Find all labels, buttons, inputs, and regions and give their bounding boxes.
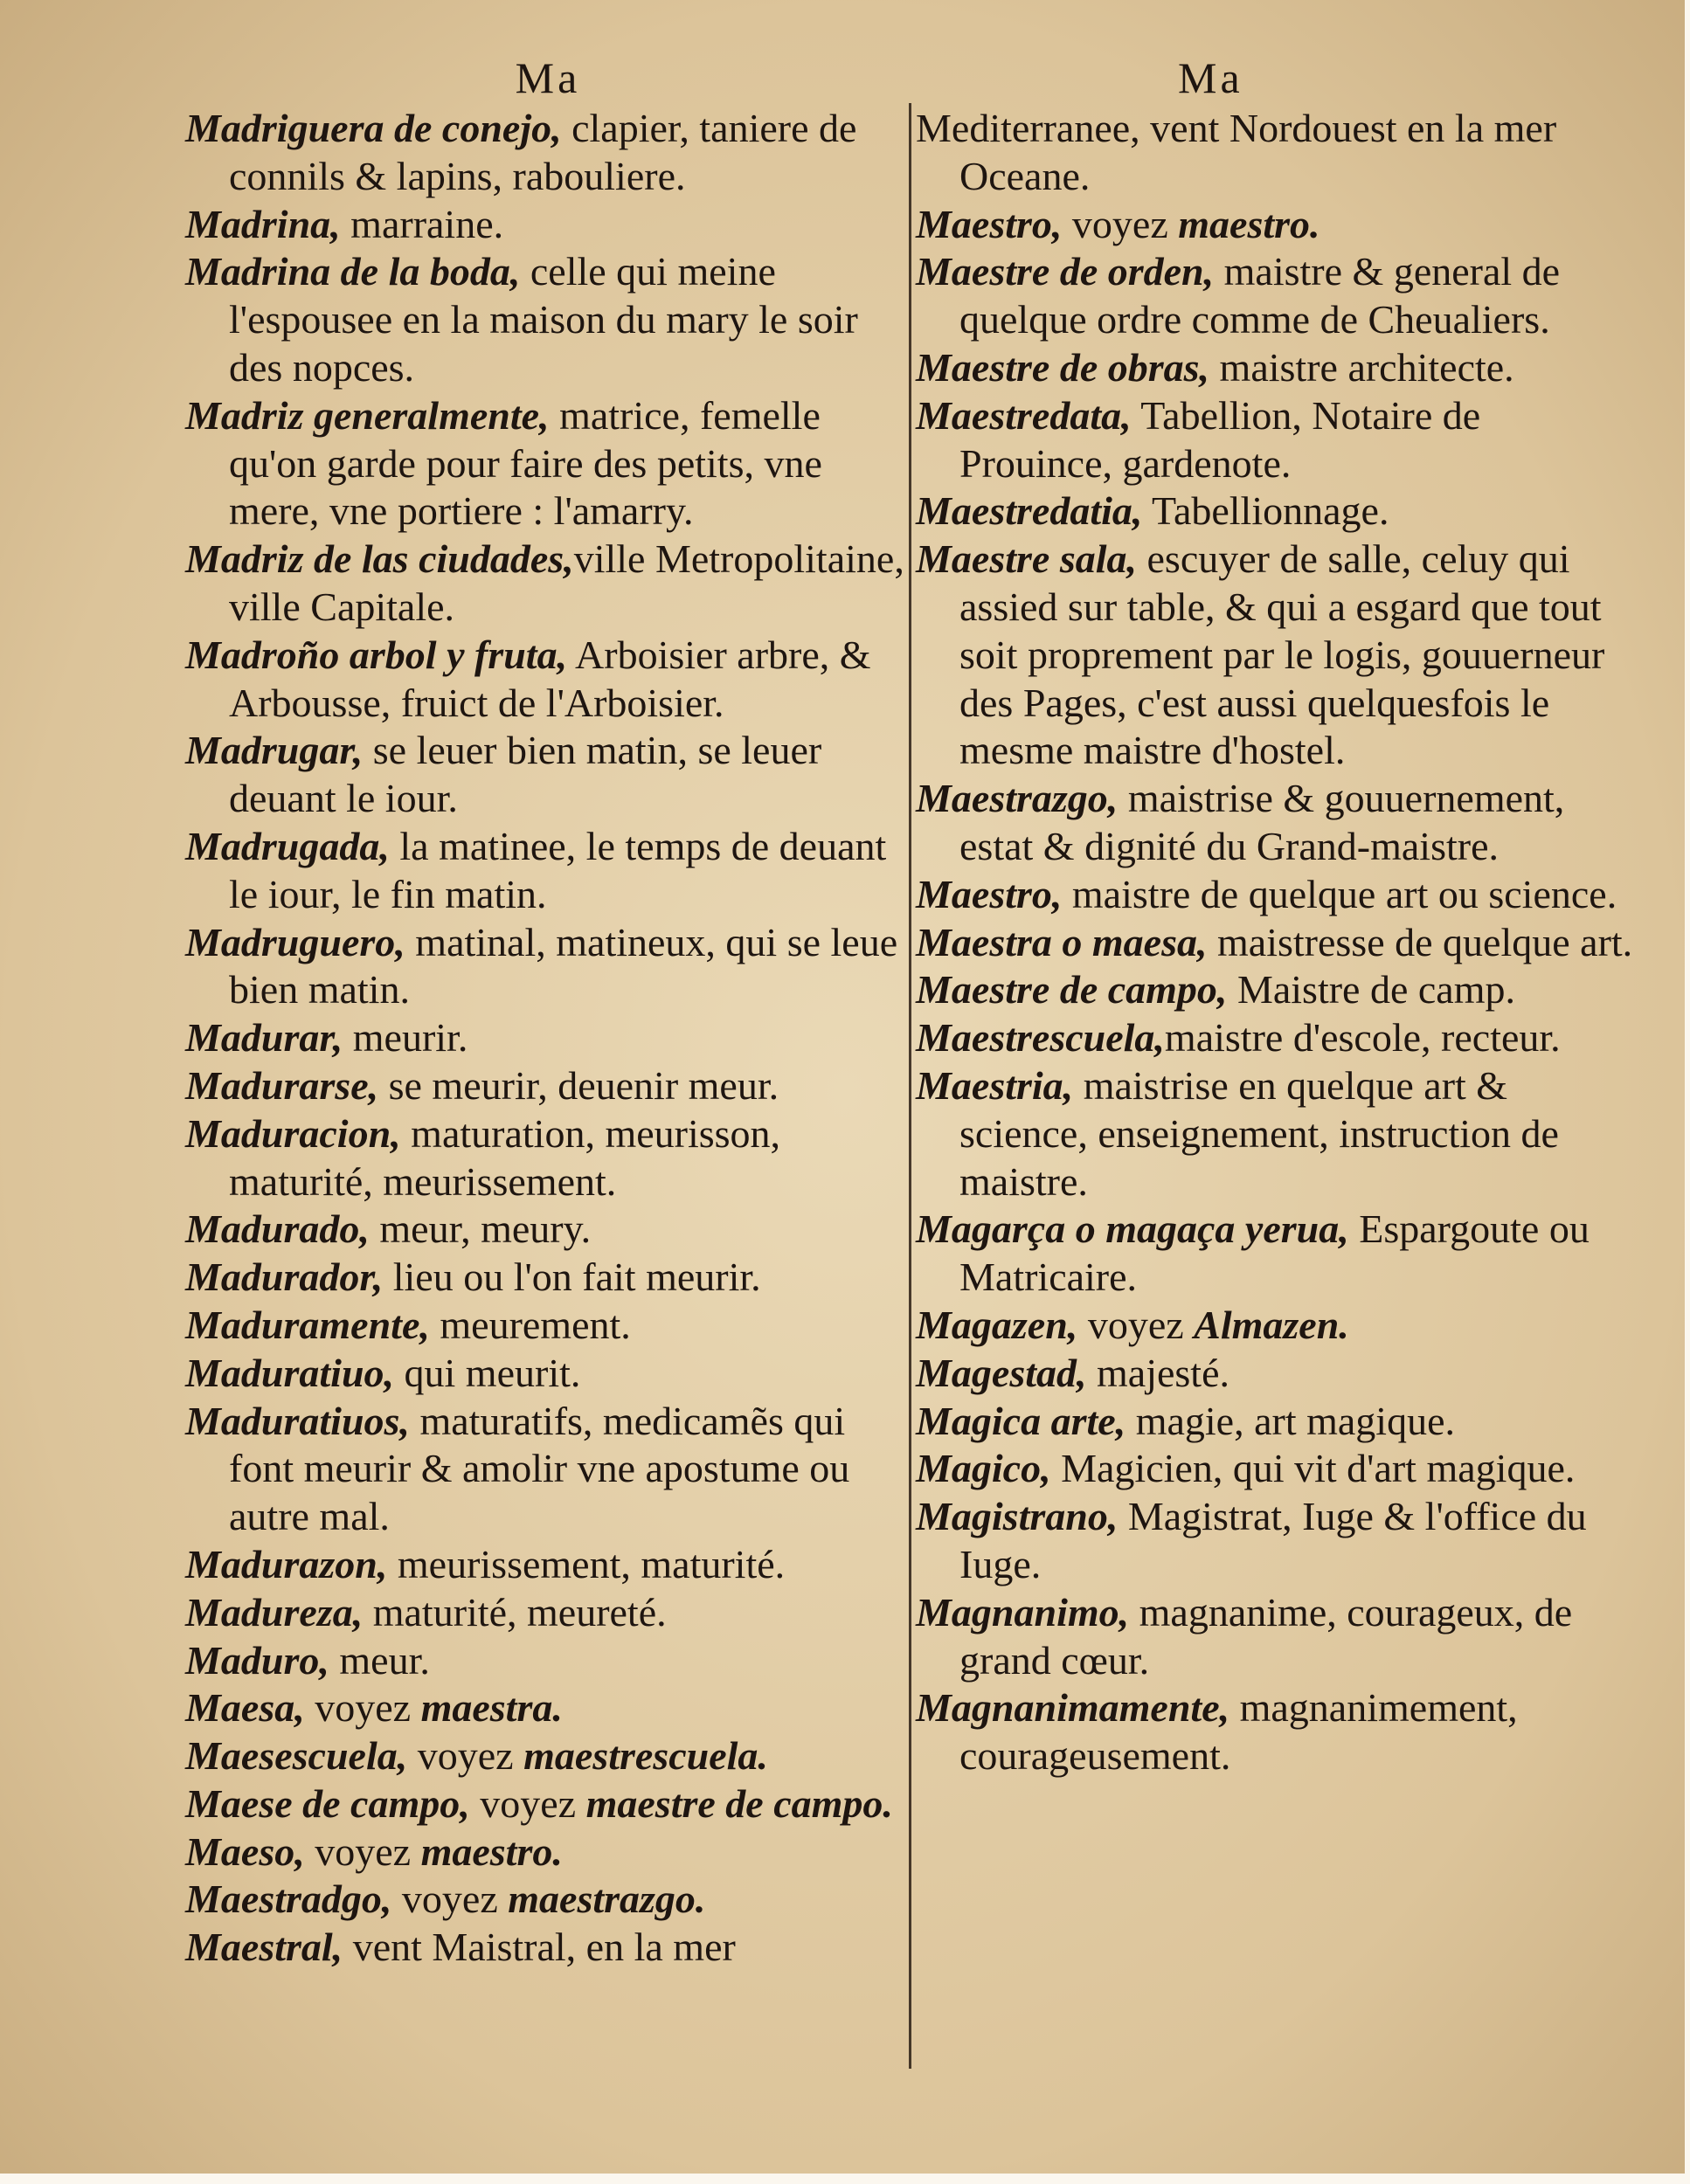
entry-definition: meur. xyxy=(329,1637,430,1683)
dictionary-entry xyxy=(185,1732,911,1780)
entry-headword: Magica arte, xyxy=(916,1398,1126,1443)
entry-headword: Madureza, xyxy=(185,1589,364,1635)
entry-definition: maistre architecte. xyxy=(1209,344,1514,390)
entry-headword: Magarça o magaça yerua, xyxy=(916,1206,1349,1252)
entry-definition: clapier, taniere de connils & lapins, rabouliere. xyxy=(229,106,857,198)
dictionary-entry xyxy=(916,1398,1641,1446)
entry-definition: maistre & general de quelque ordre comme de Cheualiers. xyxy=(959,249,1561,342)
dictionary-entry xyxy=(185,1780,911,1828)
entry-headword: Maestre de campo, xyxy=(916,967,1228,1013)
entry-definition: voyez xyxy=(391,1876,509,1922)
entry-definition: magnanime, courageux, de grand cœur. xyxy=(959,1589,1573,1683)
entry-headword: Madrina de la boda, xyxy=(185,249,521,294)
entry-definition: meurir. xyxy=(343,1015,468,1061)
entry-headword: Maduro, xyxy=(185,1637,329,1683)
entry-definition: marraine. xyxy=(340,201,504,246)
dictionary-entry xyxy=(916,871,1641,919)
dictionary-entry xyxy=(916,1684,1641,1780)
dictionary-entry xyxy=(916,1493,1641,1589)
entry-definition: Tabellionnage. xyxy=(1142,488,1389,534)
entry-definition: maistresse de quelque art. xyxy=(1207,919,1633,964)
entry-headword: Magnanimamente, xyxy=(916,1685,1230,1731)
dictionary-entry xyxy=(185,105,911,201)
entry-definition: matinal, matineux, qui se leue bien matin. xyxy=(229,919,898,1013)
entry-definition: matrice, femelle qu'on garde pour faire des petits, vne mere, vne portiere : l'amarry. xyxy=(229,392,822,534)
left-running-head: Ma xyxy=(515,53,581,102)
entry-definition: maturité, meureté. xyxy=(363,1589,667,1635)
entry-definition: voyez xyxy=(1077,1302,1195,1347)
dictionary-entry xyxy=(185,1014,911,1062)
entry-definition: voyez xyxy=(304,1685,421,1731)
entry-definition: majesté. xyxy=(1086,1350,1229,1395)
dictionary-entry xyxy=(185,632,911,728)
entry-cross-reference: maestre de campo. xyxy=(585,1780,893,1826)
dictionary-entry xyxy=(185,727,911,823)
entry-headword: Maestro, xyxy=(916,201,1063,246)
entry-headword: Maestredata, xyxy=(916,392,1132,438)
entry-definition: celle qui meine l'espousee en la maison du mary le soir des nopces. xyxy=(229,249,858,390)
dictionary-entry xyxy=(916,1350,1641,1398)
column-rule xyxy=(909,103,911,2069)
dictionary-entry xyxy=(185,1350,911,1398)
entry-definition: maistre d'escole, recteur. xyxy=(1164,1015,1561,1061)
dictionary-entry xyxy=(185,823,911,919)
entry-headword: Maestre de orden, xyxy=(916,249,1215,294)
entry-headword: Madurazon, xyxy=(185,1541,388,1586)
dictionary-entry xyxy=(185,248,911,391)
dictionary-entry xyxy=(185,201,911,249)
entry-headword: Madurado, xyxy=(185,1206,370,1252)
dictionary-entry xyxy=(185,1302,911,1350)
entry-definition: maistre de quelque art ou science. xyxy=(1062,871,1617,916)
entry-headword: Maestre sala, xyxy=(916,536,1137,582)
entry-definition: meur, meury. xyxy=(369,1206,592,1252)
entry-cross-reference: maestra. xyxy=(420,1685,563,1731)
entry-definition: maturatifs, medicamẽs qui font meurir & amolir vne apostume ou autre mal. xyxy=(229,1398,850,1539)
dictionary-entry xyxy=(185,919,911,1015)
dictionary-entry xyxy=(185,1110,911,1206)
entry-headword: Maesa, xyxy=(185,1685,305,1731)
entry-definition: voyez xyxy=(1062,201,1179,246)
dictionary-entry xyxy=(185,1254,911,1302)
entry-headword: Maesescuela, xyxy=(185,1733,408,1779)
entry-headword: Maese de campo, xyxy=(185,1780,470,1826)
entry-headword: Madriguera de conejo, xyxy=(185,106,562,150)
page-bottom-edge xyxy=(0,2174,1690,2184)
entry-headword: Maestria, xyxy=(916,1062,1074,1108)
entry-headword: Madrugar, xyxy=(185,728,364,773)
dictionary-entry xyxy=(185,1589,911,1637)
entry-headword: Maestrescuela, xyxy=(916,1015,1165,1061)
entry-definition: se meurir, deuenir meur. xyxy=(378,1062,779,1108)
dictionary-entry xyxy=(916,775,1641,871)
entry-headword: Maeso, xyxy=(185,1828,305,1874)
dictionary-entry xyxy=(916,919,1641,967)
right-entries xyxy=(916,105,1641,1780)
dictionary-entry xyxy=(185,1828,911,1876)
entry-headword: Madurarse, xyxy=(185,1062,379,1108)
entry-headword: Madroño arbol y fruta, xyxy=(185,632,568,677)
entry-definition: Tabellion, Notaire de Prouince, gardenote. xyxy=(959,392,1481,486)
entry-definition: Magicien, qui vit d'art magique. xyxy=(1050,1446,1576,1491)
entry-definition: Magistrat, Iuge & l'office du Iuge. xyxy=(959,1494,1587,1586)
entry-headword: Maestro, xyxy=(916,871,1063,916)
entry-definition: voyez xyxy=(407,1733,524,1779)
entry-headword: Magico, xyxy=(916,1446,1051,1491)
entry-headword: Magestad, xyxy=(916,1350,1087,1395)
dictionary-entry xyxy=(916,1014,1641,1062)
entry-headword: Magnanimo, xyxy=(916,1589,1130,1635)
dictionary-entry xyxy=(185,536,911,632)
entry-cross-reference: maestrazgo. xyxy=(508,1876,706,1922)
entry-definition: Arboisier arbre, & Arbousse, fruict de l'Arboisier. xyxy=(229,632,871,725)
entry-definition: vent Maistral, en la mer xyxy=(343,1925,736,1970)
dictionary-entry xyxy=(916,248,1641,344)
entry-definition: escuyer de salle, celuy qui assied sur table, & qui a esgard que tout soit proprement par le logis, gouuerneur des Pages, c'est aussi quelquesfois le mesme maistre d'hostel. xyxy=(959,536,1605,773)
entry-headword: Maduramente, xyxy=(185,1302,430,1347)
entry-headword: Maduratiuos, xyxy=(185,1398,410,1443)
entry-definition: maistrise & gouuernement, estat & dignité du Grand-maistre. xyxy=(959,776,1565,868)
entry-headword: Magazen, xyxy=(916,1302,1078,1347)
entry-headword: Madrugada, xyxy=(185,823,390,868)
dictionary-entry xyxy=(916,1445,1641,1493)
entry-cross-reference: maestro. xyxy=(1178,201,1320,246)
dictionary-entry xyxy=(916,392,1641,488)
entry-definition: Espargoute ou Matricaire. xyxy=(959,1206,1590,1300)
entry-definition: voyez xyxy=(469,1780,586,1826)
entry-headword: Maestredatia, xyxy=(916,488,1143,534)
entry-headword: Madrina, xyxy=(185,201,341,246)
entry-definition: magie, art magique. xyxy=(1126,1398,1456,1443)
right-running-head: Ma xyxy=(1178,53,1243,102)
right-column xyxy=(916,51,1641,1780)
dictionary-entry xyxy=(185,1062,911,1110)
entry-definition: voyez xyxy=(304,1828,421,1874)
entry-headword: Maestre de obras, xyxy=(916,344,1210,390)
entry-headword: Maduracion, xyxy=(185,1110,401,1156)
dictionary-entry xyxy=(916,1589,1641,1685)
dictionary-entry xyxy=(185,1398,911,1541)
entry-cross-reference: maestro. xyxy=(420,1828,563,1874)
entry-cross-reference: maestrescuela. xyxy=(523,1733,768,1779)
entry-definition: lieu ou l'on fait meurir. xyxy=(383,1254,761,1300)
entry-headword: Maestradgo, xyxy=(185,1876,392,1922)
dictionary-entry xyxy=(916,1302,1641,1350)
entry-headword: Madriz de las ciudades, xyxy=(185,536,574,582)
entry-cross-reference: Almazen. xyxy=(1194,1302,1349,1347)
entry-definition: magnanimement, courageusement. xyxy=(959,1685,1518,1779)
dictionary-entry xyxy=(916,201,1641,249)
entry-headword: Maduratiuo, xyxy=(185,1350,395,1395)
dictionary-entry xyxy=(916,487,1641,536)
entry-headword: Magistrano, xyxy=(916,1494,1119,1539)
dictionary-entry xyxy=(185,1206,911,1254)
entry-definition: Maistre de camp. xyxy=(1227,967,1515,1013)
entry-headword: Maestra o maesa, xyxy=(916,919,1208,964)
entry-definition: maistrise en quelque art & science, enseignement, instruction de maistre. xyxy=(959,1062,1559,1204)
entry-headword: Madurador, xyxy=(185,1254,384,1300)
dictionary-entry xyxy=(916,1062,1641,1206)
entry-definition: Mediterranee, vent Nordouest en la mer Oceane. xyxy=(916,106,1557,198)
left-column xyxy=(185,51,911,1972)
dictionary-entry xyxy=(916,536,1641,775)
dictionary-entry xyxy=(185,1541,911,1589)
dictionary-entry xyxy=(185,1876,911,1924)
entry-definition: meurement. xyxy=(429,1302,631,1347)
dictionary-entry xyxy=(185,1637,911,1685)
entry-definition: qui meurit. xyxy=(394,1350,581,1395)
dictionary-entry xyxy=(185,1684,911,1732)
entry-headword: Maestral, xyxy=(185,1925,343,1970)
entry-definition: la matinee, le temps de deuant le iour, le fin matin. xyxy=(229,823,887,916)
entry-headword: Madruguero, xyxy=(185,919,405,964)
entry-headword: Madurar, xyxy=(185,1015,343,1061)
dictionary-entry xyxy=(916,344,1641,392)
entry-definition: maturation, meurisson, maturité, meurissement. xyxy=(229,1110,781,1204)
entry-definition: se leuer bien matin, se leuer deuant le iour. xyxy=(229,728,822,821)
entry-definition: meurissement, maturité. xyxy=(387,1541,786,1586)
page-edge xyxy=(1685,0,1690,2184)
entry-definition: ville Metropolitaine, ville Capitale. xyxy=(229,536,904,629)
dictionary-entry xyxy=(185,392,911,536)
dictionary-entry xyxy=(916,966,1641,1014)
left-entries xyxy=(185,105,911,1972)
dictionary-entry xyxy=(185,1924,911,1972)
entry-headword: Madriz generalmente, xyxy=(185,392,550,438)
entry-headword: Maestrazgo, xyxy=(916,776,1119,821)
dictionary-entry xyxy=(916,1206,1641,1302)
dictionary-entry xyxy=(916,105,1641,201)
